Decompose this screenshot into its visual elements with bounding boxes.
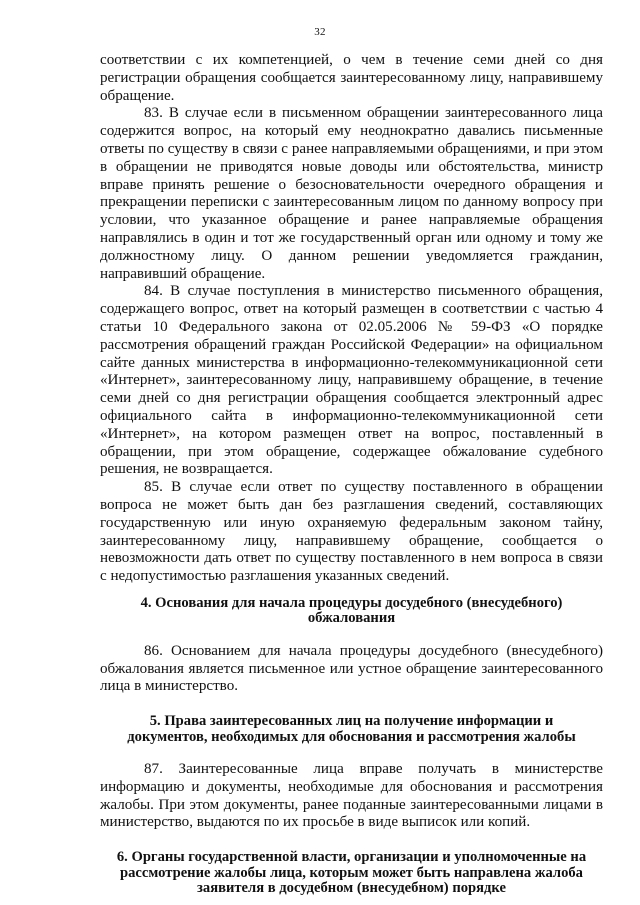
paragraph-84: 84. В случае поступления в министерство письменного обращения, содержащего вопрос, ответ на который размещен в соответствии с частью 4 статьи 10 Федерального закона от 02.05.2006 № 59-ФЗ «О порядке рассмотрения обращений граждан Российской Федерации» на официальном сайте данных министерства в информационно-телекоммуникационной сети «Интернет», заинтересованному лицу, направившему обращение, в течение семи дней со дня регистрации обращения сообщается электронный адрес официального сайта в информационно-телекоммуникационной сети «Интернет», на котором размещен ответ на вопрос, поставленный в обращении, при этом обращение, содержащее обжалование судебного решения, не возвращается. <box>100 283 603 478</box>
section-heading-6-line-2: рассмотрение жалобы лица, которым может быть направлена жалоба <box>120 864 583 881</box>
page-number: 32 <box>314 26 326 38</box>
section-heading-6-line-3: заявителя в досудебном (внесудебном) порядке <box>197 879 506 896</box>
section-heading-5-line-2: документов, необходимых для обоснования и рассмотрения жалобы <box>127 728 576 745</box>
section-heading-5 <box>100 714 603 745</box>
paragraph-86: 86. Основанием для начала процедуры досудебного (внесудебного) обжалования является письменное или устное обращение заинтересованного лица в министерство. <box>100 642 603 695</box>
paragraph-87: 87. Заинтересованные лица вправе получать в министерстве информацию и документы, необходимые для обоснования и рассмотрения жалобы. При этом документы, ранее поданные заинтересованными лицами в министерство, выдаются по их просьбе в виде выписок или копий. <box>100 760 603 831</box>
paragraph-83: 83. В случае если в письменном обращении заинтересованного лица содержится вопрос, на который ему неоднократно давались письменные ответы по существу в связи с ранее направляемыми обращениями, и при этом в обращении не приводятся новые доводы или обстоятельства, министр вправе принять решение о безосновательности очередного обращения и прекращении переписки с заинтересованным лицом по данному вопросу при условии, что указанное обращение и ранее направляемые обращения направлялись в один и тот же государственный орган или одному и тому же должностному лицу. О данном решении уведомляется гражданин, направивший обращение. <box>100 105 603 282</box>
document-body <box>100 52 603 896</box>
section-heading-6 <box>100 850 603 896</box>
section-heading-4-line-1: 4. Основания для начала процедуры досудебного (внесудебного) <box>140 594 563 611</box>
section-heading-6-line-1: 6. Органы государственной власти, организации и уполномоченные на <box>116 849 587 866</box>
paragraph-85: 85. В случае если ответ по существу поставленного в обращении вопроса не может быть дан без разглашения сведений, составляющих государственную или иную охраняемую федеральным законом тайну, заинтересованному лицу, направившему обращение, сообщается о невозможности дать ответ по существу поставленного в нем вопроса в связи с недопустимостью разглашения указанных сведений. <box>100 479 603 585</box>
section-heading-4-line-2: обжалования <box>307 610 396 627</box>
paragraph-continuation: соответствии с их компетенцией, о чем в течение семи дней со дня регистрации обращения сообщается заинтересованному лицу, направившему обращение. <box>100 52 603 104</box>
section-heading-4 <box>100 596 603 627</box>
section-heading-5-line-1: 5. Права заинтересованных лиц на получение информации и <box>149 713 554 730</box>
